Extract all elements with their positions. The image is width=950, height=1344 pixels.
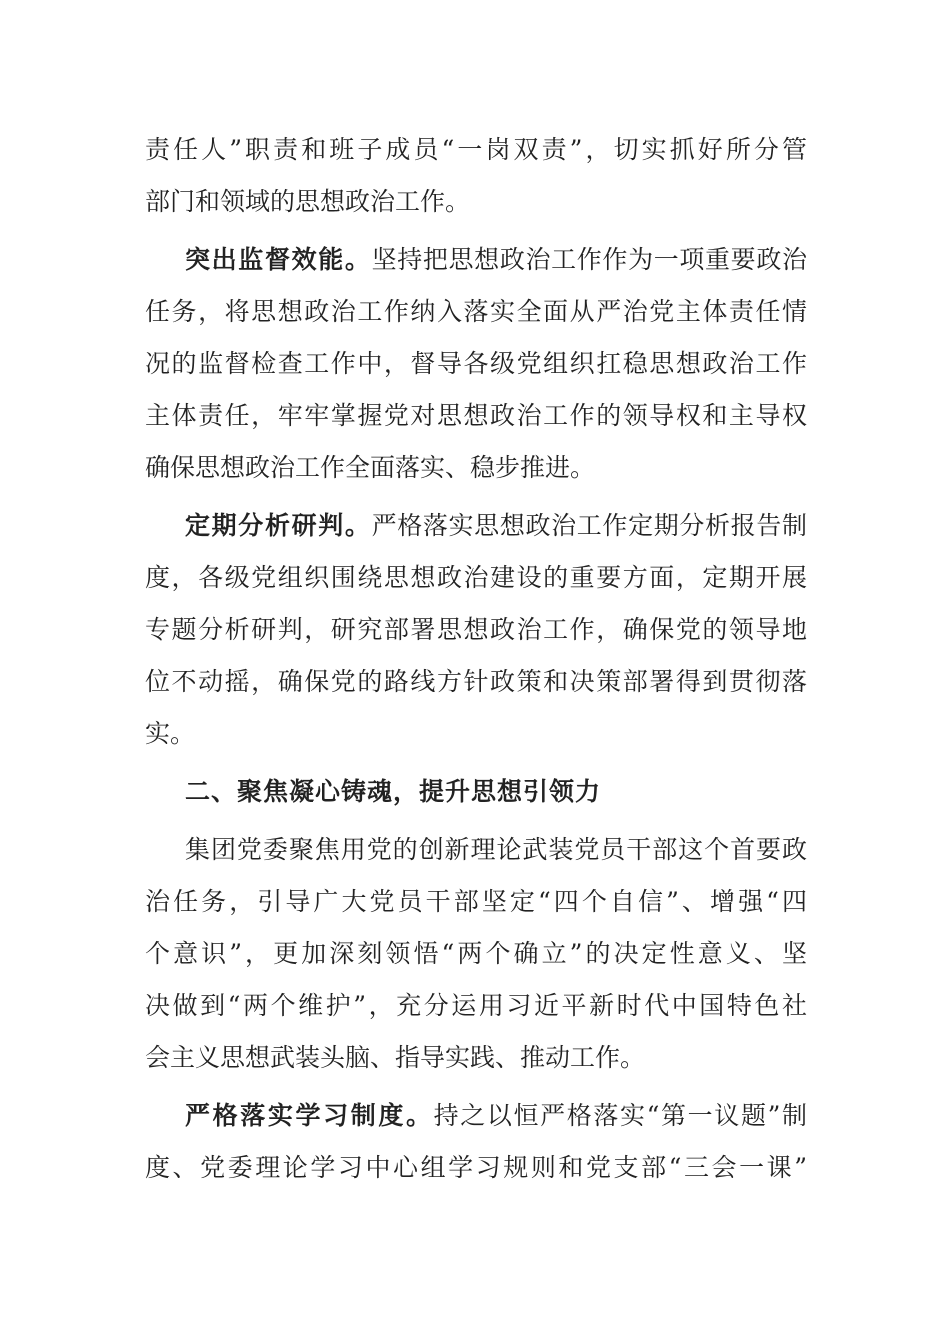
text-line: 集团党委聚焦用党的创新理论武装党员干部这个首要政	[185, 835, 807, 864]
text-line: 实。	[145, 719, 196, 748]
section-heading	[145, 766, 807, 818]
paragraph-lead-heading: 突出监督效能。	[185, 245, 372, 274]
text-line: 治任务，引导广大党员干部坚定“四个自信”、增强“四	[145, 887, 807, 916]
text-line: 责任人”职责和班子成员“一岗双责”，切实抓好所分管	[145, 135, 807, 164]
text-line: 任务，将思想政治工作纳入落实全面从严治党主体责任情	[145, 297, 807, 326]
text-line: 专题分析研判，研究部署思想政治工作，确保党的领导地	[145, 615, 807, 644]
text-run: 严格落实思想政治工作定期分析报告制	[371, 511, 807, 540]
text-line	[145, 1090, 807, 1142]
text-line: 决做到“两个维护”，充分运用习近平新时代中国特色社	[145, 991, 807, 1020]
paragraph-responsibility	[145, 124, 807, 228]
text-run: 持之以恒严格落实“第一议题”制	[433, 1101, 807, 1130]
text-line: 部门和领域的思想政治工作。	[145, 187, 471, 216]
text-line: 位不动摇，确保党的路线方针政策和决策部署得到贯彻落	[145, 667, 807, 696]
section-title: 二、聚焦凝心铸魂，提升思想引领力	[185, 777, 602, 806]
paragraph-lead-heading: 严格落实学习制度。	[185, 1101, 434, 1130]
text-line: 度，各级党组织围绕思想政治建设的重要方面，定期开展	[145, 563, 807, 592]
text-line	[145, 234, 807, 286]
document-body	[145, 124, 807, 1194]
paragraph-lead-heading: 定期分析研判。	[185, 511, 372, 540]
paragraph-supervision	[145, 234, 807, 494]
text-line: 个意识”，更加深刻领悟“两个确立”的决定性意义、坚	[145, 939, 807, 968]
paragraph-theory	[145, 824, 807, 1084]
text-line: 度、党委理论学习中心组学习规则和党支部“三会一课”	[145, 1153, 807, 1182]
text-line: 况的监督检查工作中，督导各级党组织扛稳思想政治工作	[145, 349, 807, 378]
paragraph-analysis	[145, 500, 807, 760]
paragraph-study-system	[145, 1090, 807, 1194]
text-line: 确保思想政治工作全面落实、稳步推进。	[145, 453, 596, 482]
text-line: 会主义思想武装头脑、指导实践、推动工作。	[145, 1043, 646, 1072]
text-line	[145, 500, 807, 552]
text-run: 坚持把思想政治工作作为一项重要政治	[371, 245, 807, 274]
text-line: 主体责任，牢牢掌握党对思想政治工作的领导权和主导权	[145, 401, 807, 430]
